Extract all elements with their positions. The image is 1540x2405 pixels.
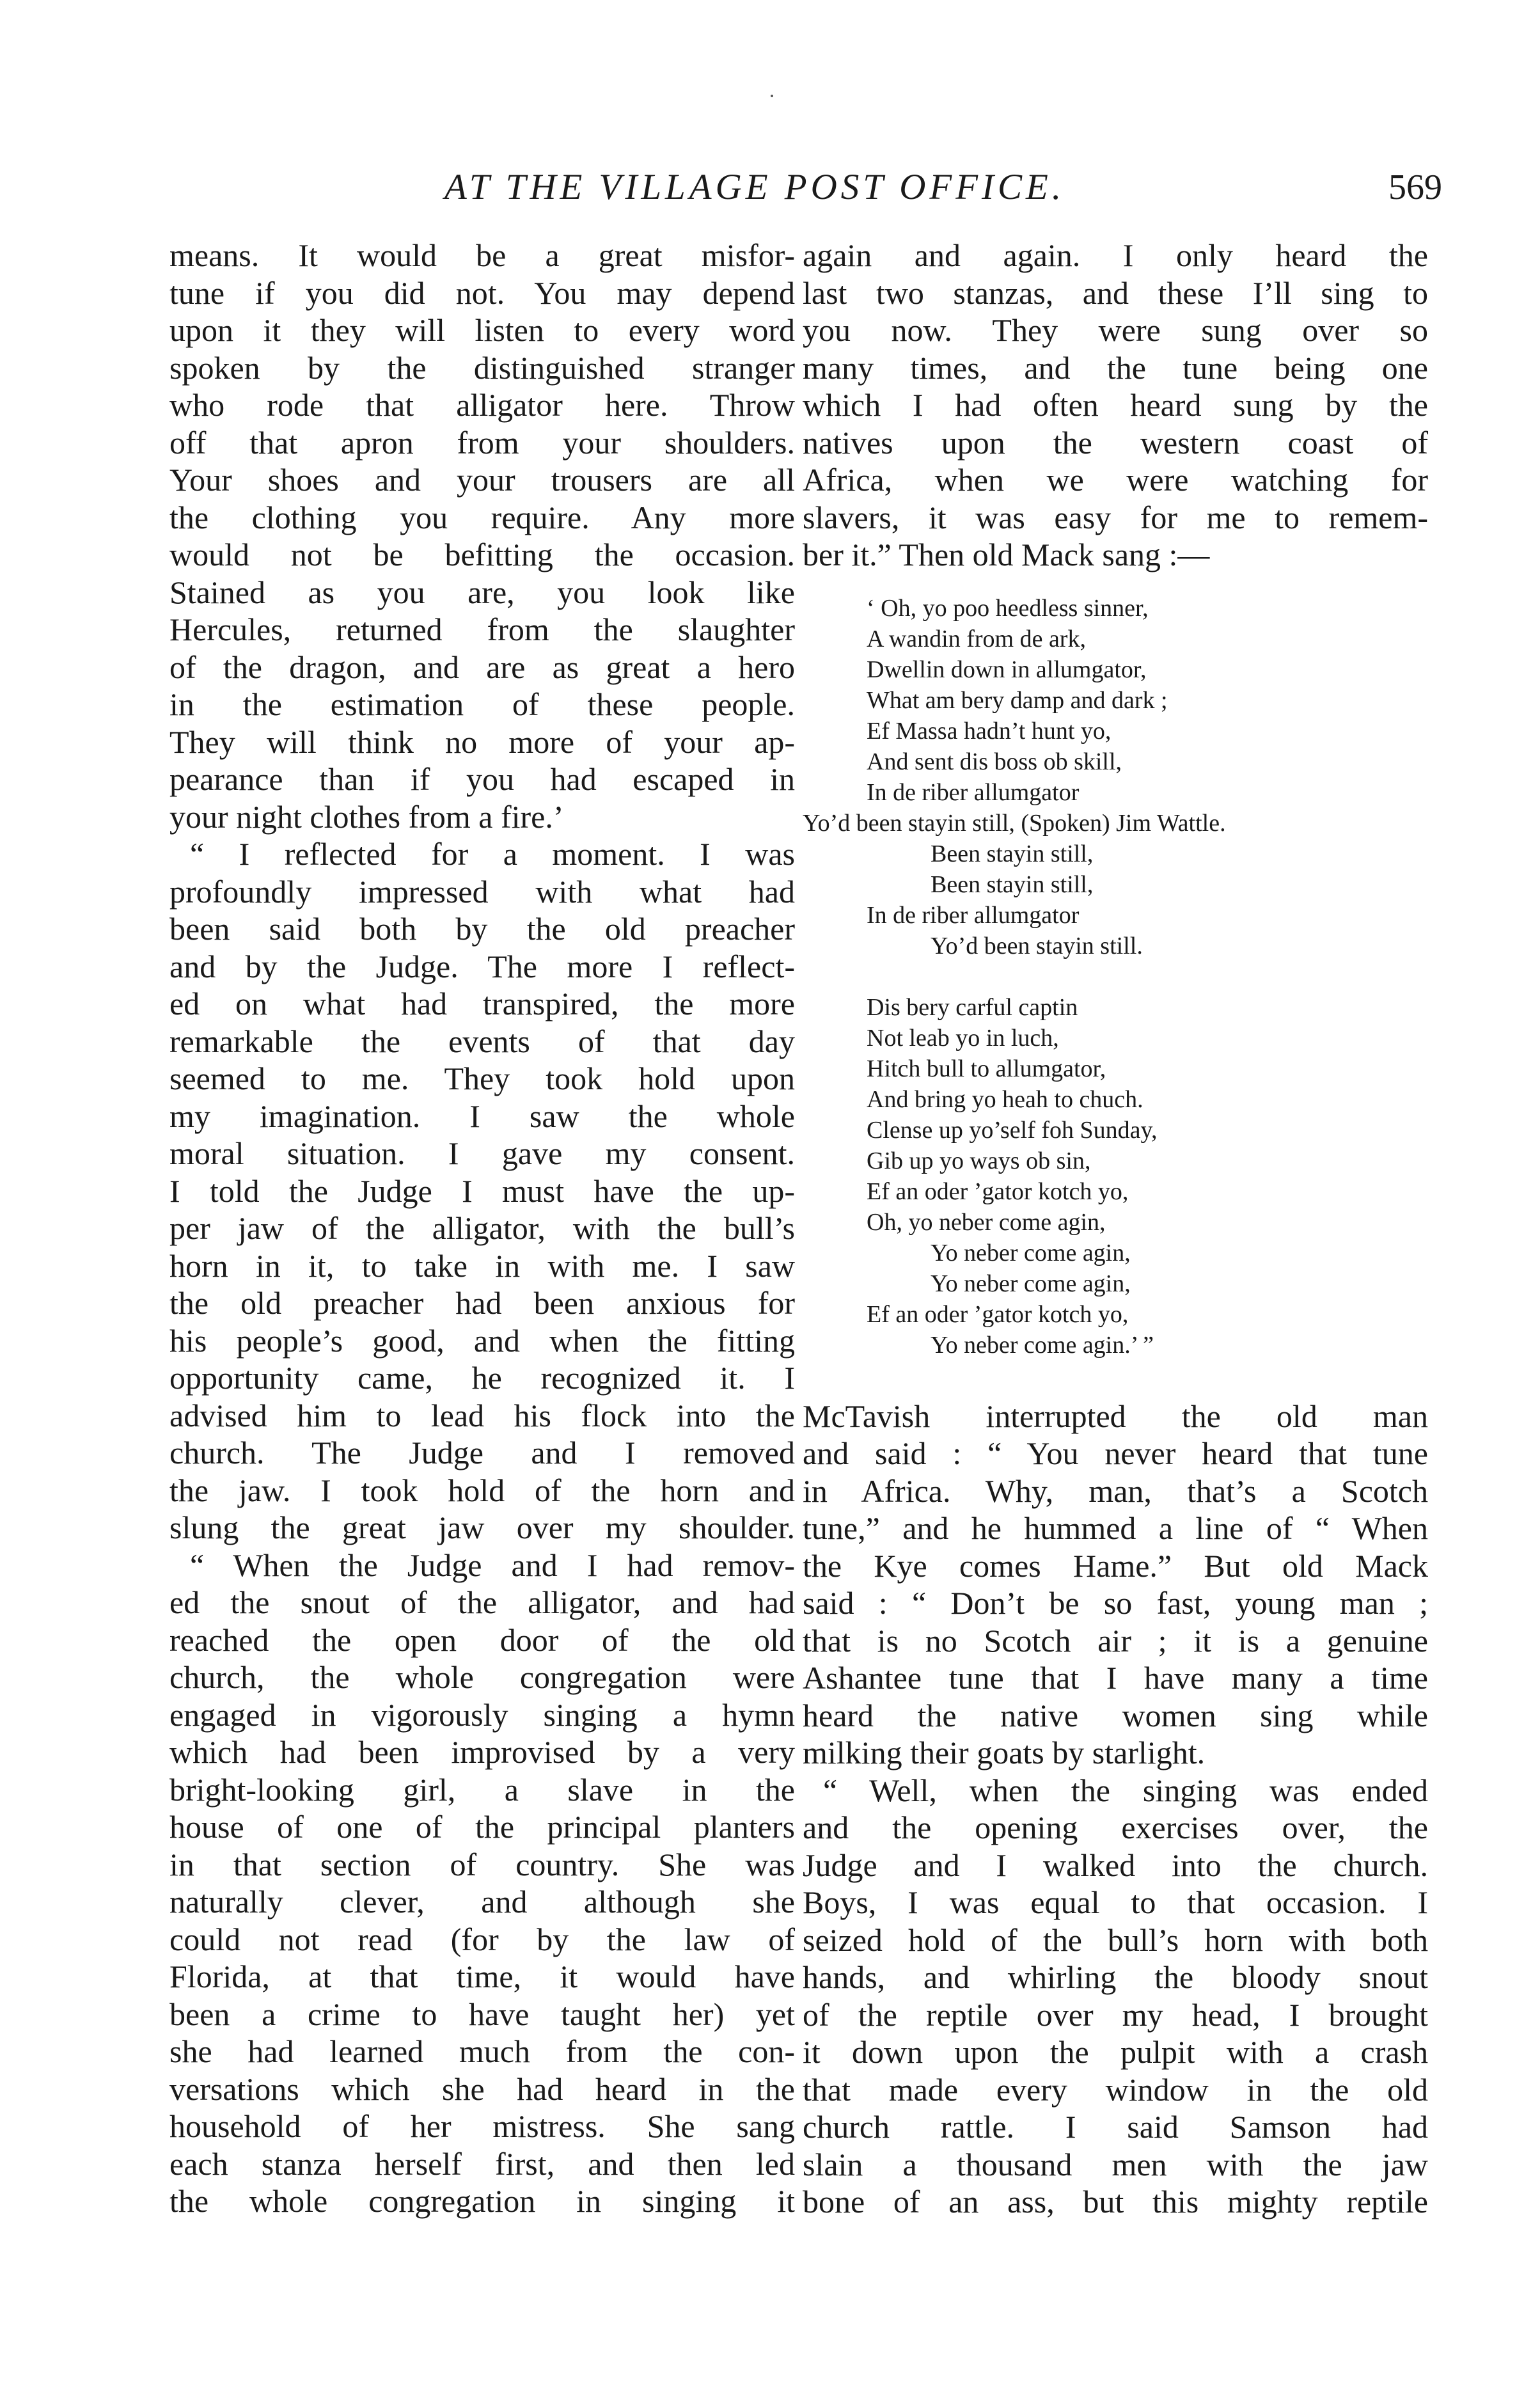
text-line: “ Well, when the singing was ended bbox=[823, 1772, 1428, 1808]
paragraph bbox=[169, 237, 795, 835]
text-line: I told the Judge I must have the up- bbox=[169, 1172, 795, 1209]
text-line: slain a thousand men with the jaw bbox=[803, 2146, 1428, 2182]
text-line: profoundly impressed with what had bbox=[169, 873, 795, 910]
text-line: which had been improvised by a very bbox=[169, 1734, 795, 1770]
text-line: pearance than if you had escaped in bbox=[169, 761, 795, 797]
text-line: and by the Judge. The more I reflect- bbox=[169, 948, 795, 984]
text-line: advised him to lead his flock into the bbox=[169, 1397, 795, 1433]
text-line: that is no Scotch air ; it is a genuine bbox=[803, 1622, 1428, 1659]
text-line: reached the open door of the old bbox=[169, 1621, 795, 1658]
text-line: it down upon the pulpit with a crash bbox=[803, 2034, 1428, 2070]
text-line: in the estimation of these people. bbox=[169, 686, 795, 722]
text-line: Boys, I was equal to that occasion. I bbox=[803, 1884, 1428, 1920]
text-line: McTavish interrupted the old man bbox=[803, 1398, 1428, 1434]
print-speck bbox=[771, 95, 773, 97]
text-line: church. The Judge and I removed bbox=[169, 1435, 795, 1471]
verse-line: Yo neber come agin, bbox=[931, 1270, 1131, 1297]
text-line: house of one of the principal planters bbox=[169, 1809, 795, 1845]
verse-line: Yo’d been stayin still, (Spoken) Jim Wattle. bbox=[803, 809, 1226, 837]
verse-line: Not leab yo in luch, bbox=[867, 1024, 1059, 1052]
verse-line: Yo neber come agin.’ ” bbox=[931, 1331, 1154, 1359]
text-line: and said : “ You never heard that tune bbox=[803, 1435, 1428, 1471]
text-line: heard the native women sing while bbox=[803, 1697, 1428, 1733]
text-line: church, the whole congregation were bbox=[169, 1659, 795, 1695]
text-line: hands, and whirling the bloody snout bbox=[803, 1959, 1428, 1995]
text-line: said : “ Don’t be so fast, young man ; bbox=[803, 1585, 1428, 1621]
text-line: Judge and I walked into the church. bbox=[803, 1847, 1428, 1883]
text-line: of the reptile over my head, I brought bbox=[803, 1996, 1428, 2033]
text-line: again and again. I only heard the bbox=[803, 237, 1428, 273]
text-line: tune if you did not. You may depend bbox=[169, 274, 795, 311]
text-line: and the opening exercises over, the bbox=[803, 1810, 1428, 1845]
page-number: 569 bbox=[1388, 168, 1442, 207]
text-line: could not read (for by the law of bbox=[169, 1921, 795, 1957]
text-line: bright-looking girl, a slave in the bbox=[169, 1771, 795, 1808]
text-line: Hercules, returned from the slaughter bbox=[169, 611, 795, 647]
text-line: Stained as you are, you look like bbox=[169, 574, 795, 610]
right-column bbox=[803, 237, 1428, 2221]
text-line: the old preacher had been anxious for bbox=[169, 1285, 795, 1321]
verse-line: Clense up yo’self foh Sunday, bbox=[867, 1116, 1158, 1144]
text-line: would not be befitting the occasion. bbox=[169, 537, 795, 572]
text-line: the whole congregation in singing it bbox=[169, 2183, 795, 2219]
text-line: bone of an ass, but this mighty reptile bbox=[803, 2184, 1428, 2220]
song-stanza bbox=[803, 992, 1428, 1360]
text-line: upon it they will listen to every word bbox=[169, 312, 795, 348]
text-line: opportunity came, he recognized it. I bbox=[169, 1360, 795, 1396]
text-line: natives upon the western coast of bbox=[803, 424, 1428, 461]
verse-line: And sent dis boss ob skill, bbox=[867, 748, 1122, 775]
paragraph bbox=[169, 835, 795, 1547]
verse-line: Yo neber come agin, bbox=[931, 1239, 1131, 1266]
text-line: versations which she had heard in the bbox=[169, 2070, 795, 2107]
text-line: Africa, when we were watching for bbox=[803, 462, 1428, 498]
text-line: Ashantee tune that I have many a time bbox=[803, 1660, 1428, 1696]
text-line: in that section of country. She was bbox=[169, 1846, 795, 1882]
text-line: household of her mistress. She sang bbox=[169, 2108, 795, 2144]
text-line: ed on what had transpired, the more bbox=[169, 986, 795, 1021]
text-line: my imagination. I saw the whole bbox=[169, 1098, 795, 1134]
text-line: per jaw of the alligator, with the bull’s bbox=[169, 1210, 795, 1246]
running-head bbox=[169, 165, 1442, 216]
text-line: that made every window in the old bbox=[803, 2071, 1428, 2108]
song-verse bbox=[803, 593, 1428, 1360]
verse-line: Hitch bull to allumgator, bbox=[867, 1055, 1106, 1082]
text-line: seemed to me. They took hold upon bbox=[169, 1061, 795, 1096]
text-line: which I had often heard sung by the bbox=[803, 387, 1428, 423]
text-line: engaged in vigorously singing a hymn bbox=[169, 1696, 795, 1733]
left-column bbox=[169, 237, 795, 2220]
text-line: tune,” and he hummed a line of “ When bbox=[803, 1510, 1428, 1546]
text-line: the clothing you require. Any more bbox=[169, 499, 795, 535]
text-line: remarkable the events of that day bbox=[169, 1023, 795, 1059]
verse-line: Dis bery carful captin bbox=[867, 993, 1078, 1021]
verse-line: Been stayin still, bbox=[931, 840, 1094, 867]
verse-line: In de riber allumgator bbox=[867, 901, 1080, 929]
running-title: AT THE VILLAGE POST OFFICE. bbox=[444, 167, 1065, 207]
paragraph bbox=[169, 1547, 795, 2220]
text-line: spoken by the distinguished stranger bbox=[169, 349, 795, 386]
text-line: been said both by the old preacher bbox=[169, 911, 795, 947]
text-line: Your shoes and your trousers are all bbox=[169, 462, 795, 498]
text-line: ber it.” Then old Mack sang :— bbox=[803, 537, 1210, 572]
text-line: milking their goats by starlight. bbox=[803, 1735, 1206, 1770]
text-line: who rode that alligator here. Throw bbox=[169, 387, 795, 423]
verse-line: Gib up yo ways ob sin, bbox=[867, 1147, 1091, 1174]
text-line: the jaw. I took hold of the horn and bbox=[169, 1472, 795, 1508]
text-line: “ I reflected for a moment. I was bbox=[190, 836, 795, 872]
text-line: you now. They were sung over so bbox=[803, 312, 1428, 348]
text-line: Florida, at that time, it would have bbox=[169, 1959, 795, 1994]
verse-line: Yo’d been stayin still. bbox=[931, 932, 1143, 959]
text-line: moral situation. I gave my consent. bbox=[169, 1135, 795, 1171]
song-stanza bbox=[803, 593, 1428, 961]
verse-line: Dwellin down in allumgator, bbox=[867, 656, 1147, 683]
verse-line: In de riber allumgator bbox=[867, 778, 1080, 806]
verse-line: Oh, yo neber come agin, bbox=[867, 1208, 1106, 1236]
paragraph bbox=[803, 1772, 1428, 2221]
text-line: each stanza herself first, and then led bbox=[169, 2145, 795, 2182]
text-line: the Kye comes Hame.” But old Mack bbox=[803, 1547, 1428, 1584]
text-line: horn in it, to take in with me. I saw bbox=[169, 1247, 795, 1284]
text-line: church rattle. I said Samson had bbox=[803, 2109, 1428, 2145]
verse-line: ‘ Oh, yo poo heedless sinner, bbox=[867, 594, 1149, 622]
verse-line: And bring yo heah to chuch. bbox=[867, 1085, 1143, 1113]
verse-line: What am bery damp and dark ; bbox=[867, 686, 1168, 714]
text-line: slavers, it was easy for me to remem- bbox=[803, 499, 1428, 535]
text-line: “ When the Judge and I had remov- bbox=[190, 1547, 795, 1583]
paragraph bbox=[803, 1398, 1428, 1772]
text-line: ed the snout of the alligator, and had bbox=[169, 1584, 795, 1620]
verse-line: Been stayin still, bbox=[931, 871, 1094, 898]
paragraph bbox=[803, 237, 1428, 574]
verse-line: Ef an oder ’gator kotch yo, bbox=[867, 1178, 1129, 1205]
verse-line: Ef Massa hadn’t hunt yo, bbox=[867, 717, 1112, 745]
text-line: in Africa. Why, man, that’s a Scotch bbox=[803, 1472, 1428, 1509]
text-line: seized hold of the bull’s horn with both bbox=[803, 1921, 1428, 1958]
text-line: of the dragon, and are as great a hero bbox=[169, 649, 795, 685]
text-line: slung the great jaw over my shoulder. bbox=[169, 1510, 795, 1545]
text-line: off that apron from your shoulders. bbox=[169, 424, 795, 461]
text-line: his people’s good, and when the fitting bbox=[169, 1322, 795, 1359]
text-line: naturally clever, and although she bbox=[169, 1884, 795, 1920]
text-line: means. It would be a great misfor- bbox=[169, 237, 795, 273]
text-line: she had learned much from the con- bbox=[169, 2033, 795, 2069]
text-line: last two stanzas, and these I’ll sing to bbox=[803, 274, 1428, 311]
text-line: many times, and the tune being one bbox=[803, 349, 1428, 386]
verse-line: A wandin from de ark, bbox=[867, 625, 1086, 652]
text-line: been a crime to have taught her) yet bbox=[169, 1996, 795, 2032]
verse-line: Ef an oder ’gator kotch yo, bbox=[867, 1300, 1129, 1328]
text-line: They will think no more of your ap- bbox=[169, 723, 795, 760]
text-line: your night clothes from a fire.’ bbox=[169, 798, 564, 835]
